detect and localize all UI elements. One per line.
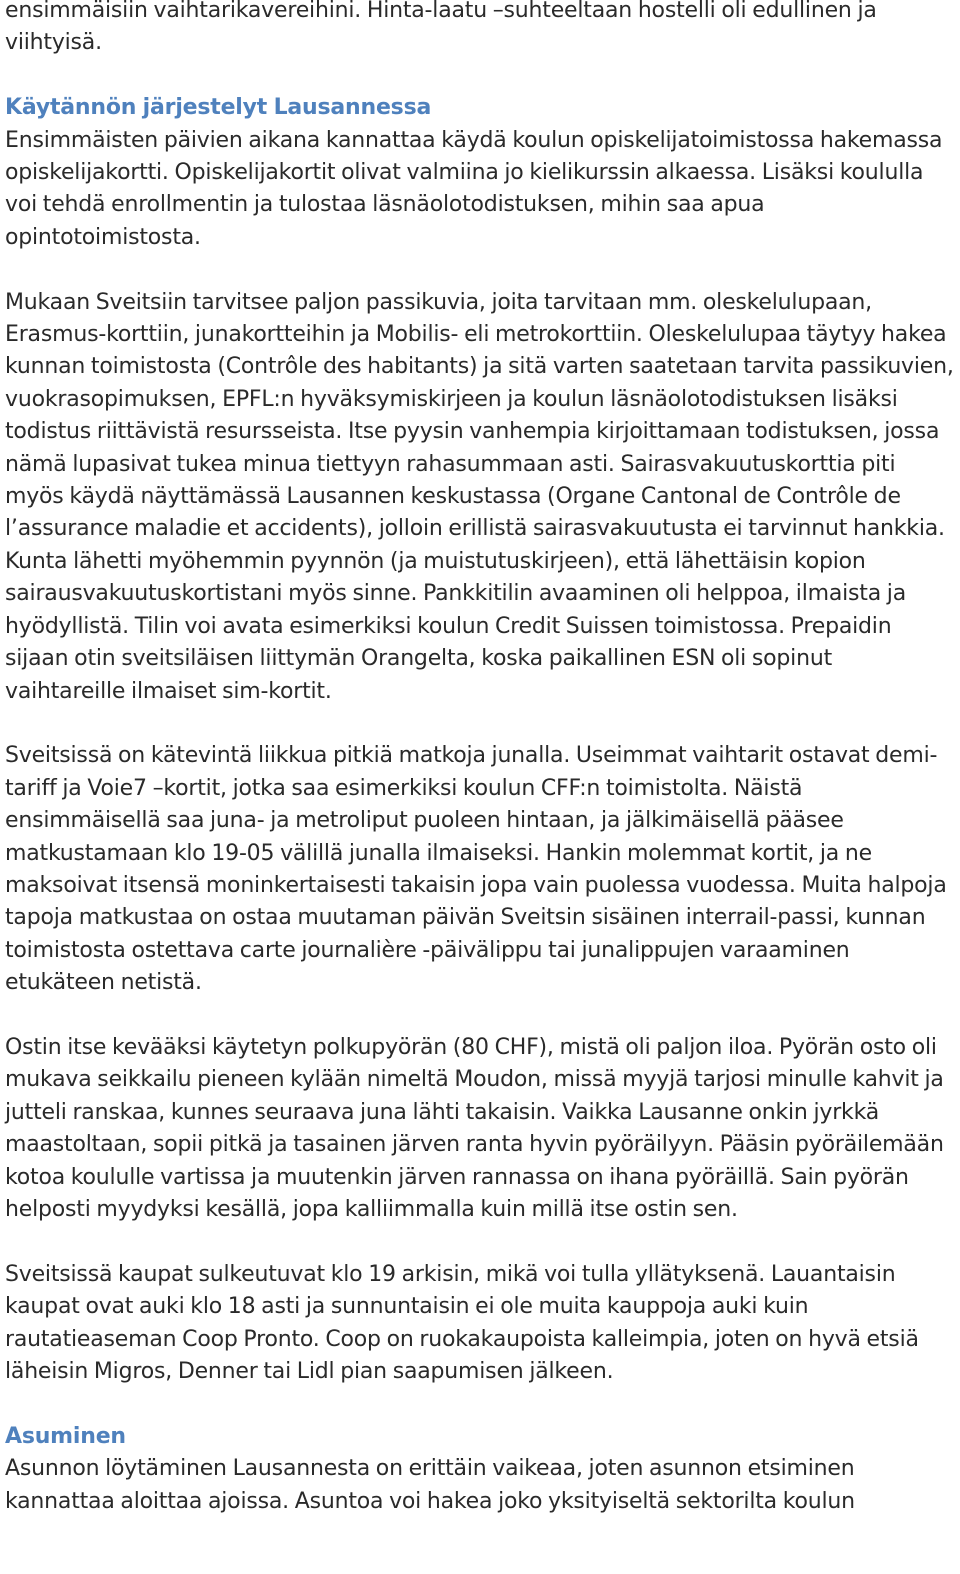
- spacer: [5, 708, 955, 740]
- section-heading-housing: Asuminen: [5, 1423, 126, 1449]
- paragraph-trains: Sveitsissä on kätevintä liikkua pitkiä matkoja junalla. Useimmat vaihtarit ostavat demi-tariff ja Voie7 –kortit, jotka saa esimerkiksi koulun CFF:n toimistolta. Näistä ensimmäisellä saa juna- ja metroliput puoleen hintaan, ja jälkimäisellä pääsee matkustamaan klo 19-05 välillä junalla ilmaiseksi. Hankin molemmat kortit, ja ne maksoivat itsensä moninkertaisesti takaisin jopa vain puolessa vuodessa. Muita halpoja tapoja matkustaa on ostaa muutaman päivän Sveitsin sisäinen interrail-passi, kunnan toimistosta ostettava carte journalière -päivälippu tai junalippujen varaaminen etukäteen netistä.: [5, 743, 947, 996]
- paragraph-housing: Asunnon löytäminen Lausannesta on erittäin vaikeaa, joten asunnon etsiminen kannattaa aloittaa ajoissa. Asuntoa voi hakea joko yksityiseltä sektorilta koulun: [5, 1456, 855, 1514]
- spacer: [5, 1226, 955, 1258]
- paragraph-residence-permit: Mukaan Sveitsiin tarvitsee paljon passikuvia, joita tarvitaan mm. oleskelulupaan, Erasmus-korttiin, junakortteihin ja Mobilis- eli metrokorttiin. Oleskelulupaa täytyy hakea kunnan toimistosta (Contrôle des habitants) ja sitä varten saatetaan tarvita passikuvien, vuokrasopimuksen, EPFL:n hyväksymiskirjeen ja koulun läsnäolotodistuksen lisäksi todistus riittävistä resursseista. Itse pyysin vanhempia kirjoittamaan todistuksen, jossa nämä lupasivat tukea minua tiettyyn rahasummaan asti. Sairasvakuutuskorttia piti myös käydä näyttämässä Lausannen keskustassa (Organe Cantonal de Contrôle de l’assurance maladie et accidents), jolloin erillistä sairasvakuutusta ei tarvinnut hankkia. Kunta lähetti myöhemmin pyynnön (ja muistutuskirjeen), että lähettäisin kopion sairausvakuutuskortistani myös sinne. Pankkitilin avaaminen oli helppoa, ilmaista ja hyödyllistä. Tilin voi avata esimerkiksi koulun Credit Suissen toimistossa. Prepaidin sijaan otin sveitsiläisen liittymän Orangelta, koska paikallinen ESN oli sopinut vaihtareille ilmaiset sim-kortit.: [5, 289, 954, 704]
- document-page: [5, 0, 955, 1518]
- spacer: [5, 254, 955, 286]
- spacer: [5, 60, 955, 92]
- spacer: [5, 1388, 955, 1420]
- spacer: [5, 1000, 955, 1032]
- paragraph-shops: Sveitsissä kaupat sulkeutuvat klo 19 arkisin, mikä voi tulla yllätyksenä. Lauantaisin kaupat ovat auki klo 18 asti ja sunnuntaisin ei ole muita kauppoja auki kuin rautatieaseman Coop Pronto. Coop on ruokakaupoista kalleimpia, joten on hyvä etsiä läheisin Migros, Denner tai Lidl pian saapumisen jälkeen.: [5, 1261, 919, 1384]
- section-heading-practical: Käytännön järjestelyt Lausannessa: [5, 95, 432, 121]
- paragraph-student-card: Ensimmäisten päivien aikana kannattaa käydä koulun opiskelijatoimistossa hakemassa opiskelijakortti. Opiskelijakortit olivat valmiina jo kielikurssin alkaessa. Lisäksi koululla voi tehdä enrollmentin ja tulostaa läsnäolotodistuksen, mihin saa apua opintotoimistosta.: [5, 127, 943, 250]
- intro-paragraph: ensimmäisiin vaihtarikavereihini. Hinta-laatu –suhteeltaan hostelli oli edullinen ja viihtyisä.: [5, 0, 877, 56]
- paragraph-bicycle: Ostin itse kevääksi käytetyn polkupyörän (80 CHF), mistä oli paljon iloa. Pyörän osto oli mukava seikkailu pieneen kylään nimeltä Moudon, missä myyjä tarjosi minulle kahvit ja jutteli ranskaa, kunnes seuraava juna lähti takaisin. Vaikka Lausanne onkin jyrkkä maastoltaan, sopii pitkä ja tasainen järven ranta hyvin pyöräilyyn. Pääsin pyöräilemään kotoa koululle vartissa ja muutenkin järven rannassa on ihana pyöräillä. Sain pyörän helposti myydyksi kesällä, jopa kalliimmalla kuin millä itse ostin sen.: [5, 1034, 944, 1222]
